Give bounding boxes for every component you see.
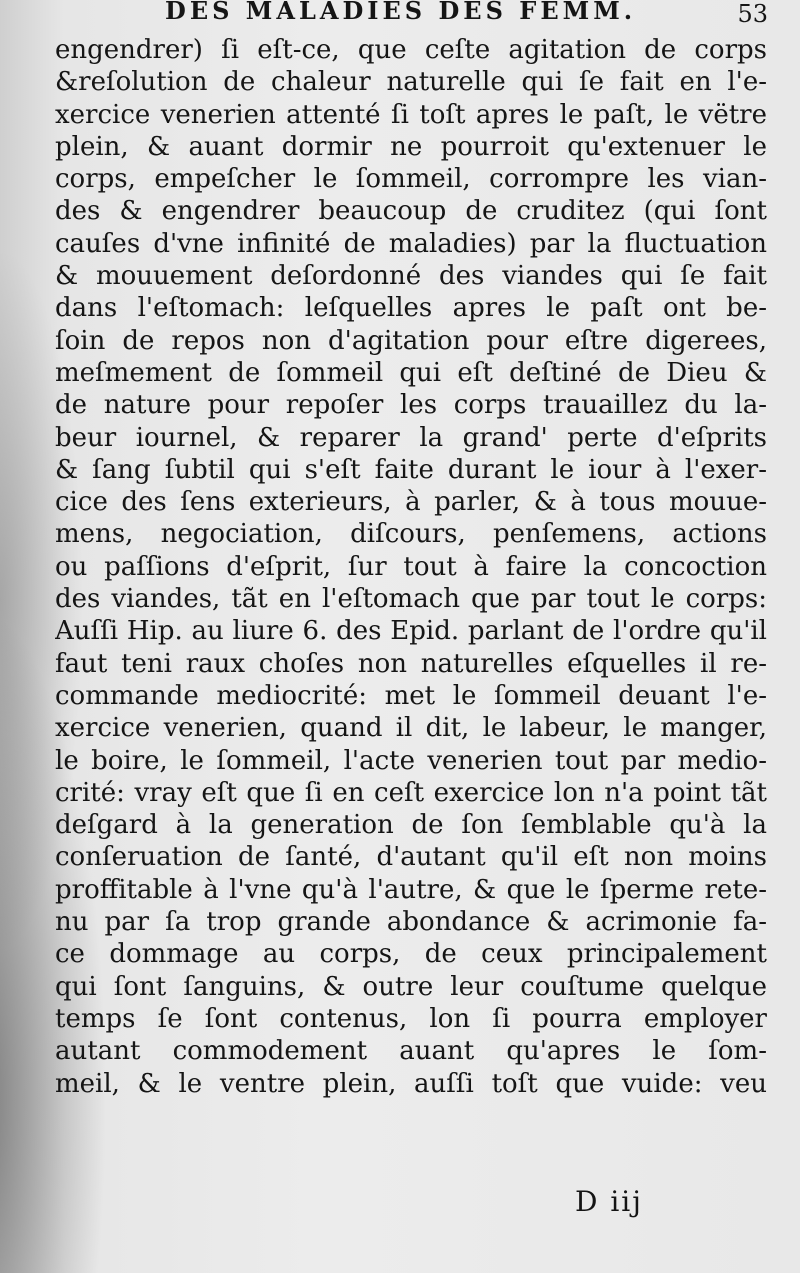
text-line: beur iournel, & reparer la grand' perte d'eſprits — [55, 422, 767, 453]
text-line: meil, & le ventre plein, auſſi toſt que vuide: veu — [55, 1068, 767, 1099]
text-line: de nature pour repoſer les corps trauaillez du la- — [55, 390, 767, 421]
text-line: deſgard à la generation de ſon ſemblable qu'à la — [55, 810, 767, 841]
text-line: corps, empeſcher le ſommeil, corrompre les vian- — [55, 164, 767, 195]
text-line: le boire, le ſommeil, l'acte venerien tout par medio- — [55, 745, 767, 776]
text-line: temps ſe ſont contenus, lon ſi pourra employer — [55, 1003, 767, 1034]
text-line: &reſolution de chaleur naturelle qui ſe fait en l'e- — [55, 67, 767, 98]
text-line: crité: vray eſt que ſi en ceſt exercice lon n'a point tãt — [55, 777, 767, 808]
running-title: DES MALADIES DES FEMM. — [165, 0, 637, 25]
text-line: autant commodement auant qu'apres le ſom- — [55, 1036, 767, 1067]
text-line: mens, negociation, diſcours, penſemens, actions — [55, 519, 767, 550]
page-number: 53 — [737, 0, 768, 28]
text-line: ſoin de repos non d'agitation pour eſtre digerees, — [55, 325, 767, 356]
text-line: conſeruation de ſanté, d'autant qu'il eſt non moins — [55, 842, 767, 873]
text-line: commande mediocrité: met le ſommeil deuant l'e- — [55, 680, 767, 711]
text-line: des & engendrer beaucoup de cruditez (qui ſont — [55, 196, 767, 227]
text-line: & ſang ſubtil qui s'eſt faite durant le iour à l'exer- — [55, 454, 767, 485]
text-line: xercice venerien attenté ſi toſt apres le paſt, le vëtre — [55, 99, 767, 130]
text-line: des viandes, tãt en l'eſtomach que par tout le corps: — [55, 584, 767, 615]
text-line: ce dommage au corps, de ceux principalement — [55, 939, 767, 970]
text-line: meſmement de ſommeil qui eſt deſtiné de Dieu & — [55, 357, 767, 388]
text-line: ou paſſions d'eſprit, ſur tout à faire la concoction — [55, 551, 767, 582]
text-line: faut teni raux choſes non naturelles eſquelles il re- — [55, 648, 767, 679]
text-line: nu par ſa trop grande abondance & acrimonie fa- — [55, 907, 767, 938]
running-head — [0, 0, 800, 30]
text-line: dans l'eſtomach: leſquelles apres le paſt ont be- — [55, 293, 767, 324]
signature-mark: D iij — [575, 1185, 643, 1218]
text-line: cauſes d'vne infinité de maladies) par la fluctuation — [55, 228, 767, 259]
text-line: engendrer) ſi eſt-ce, que ceſte agitation de corps — [55, 35, 767, 65]
text-line: proffitable à l'vne qu'à l'autre, & que le ſperme rete- — [55, 874, 767, 905]
text-line: & mouuement deſordonné des viandes qui ſe fait — [55, 261, 767, 292]
text-line: Auſſi Hip. au liure 6. des Epid. parlant de l'ordre qu'il — [55, 616, 767, 647]
text-line: cice des ſens exterieurs, à parler, & à tous mouue- — [55, 487, 767, 518]
body-text — [55, 34, 767, 1100]
text-line: plein, & auant dormir ne pourroit qu'extenuer le — [55, 131, 767, 162]
text-line: qui ſont ſanguins, & outre leur couſtume quelque — [55, 971, 767, 1002]
text-line: xercice venerien, quand il dit, le labeur, le manger, — [55, 713, 767, 744]
